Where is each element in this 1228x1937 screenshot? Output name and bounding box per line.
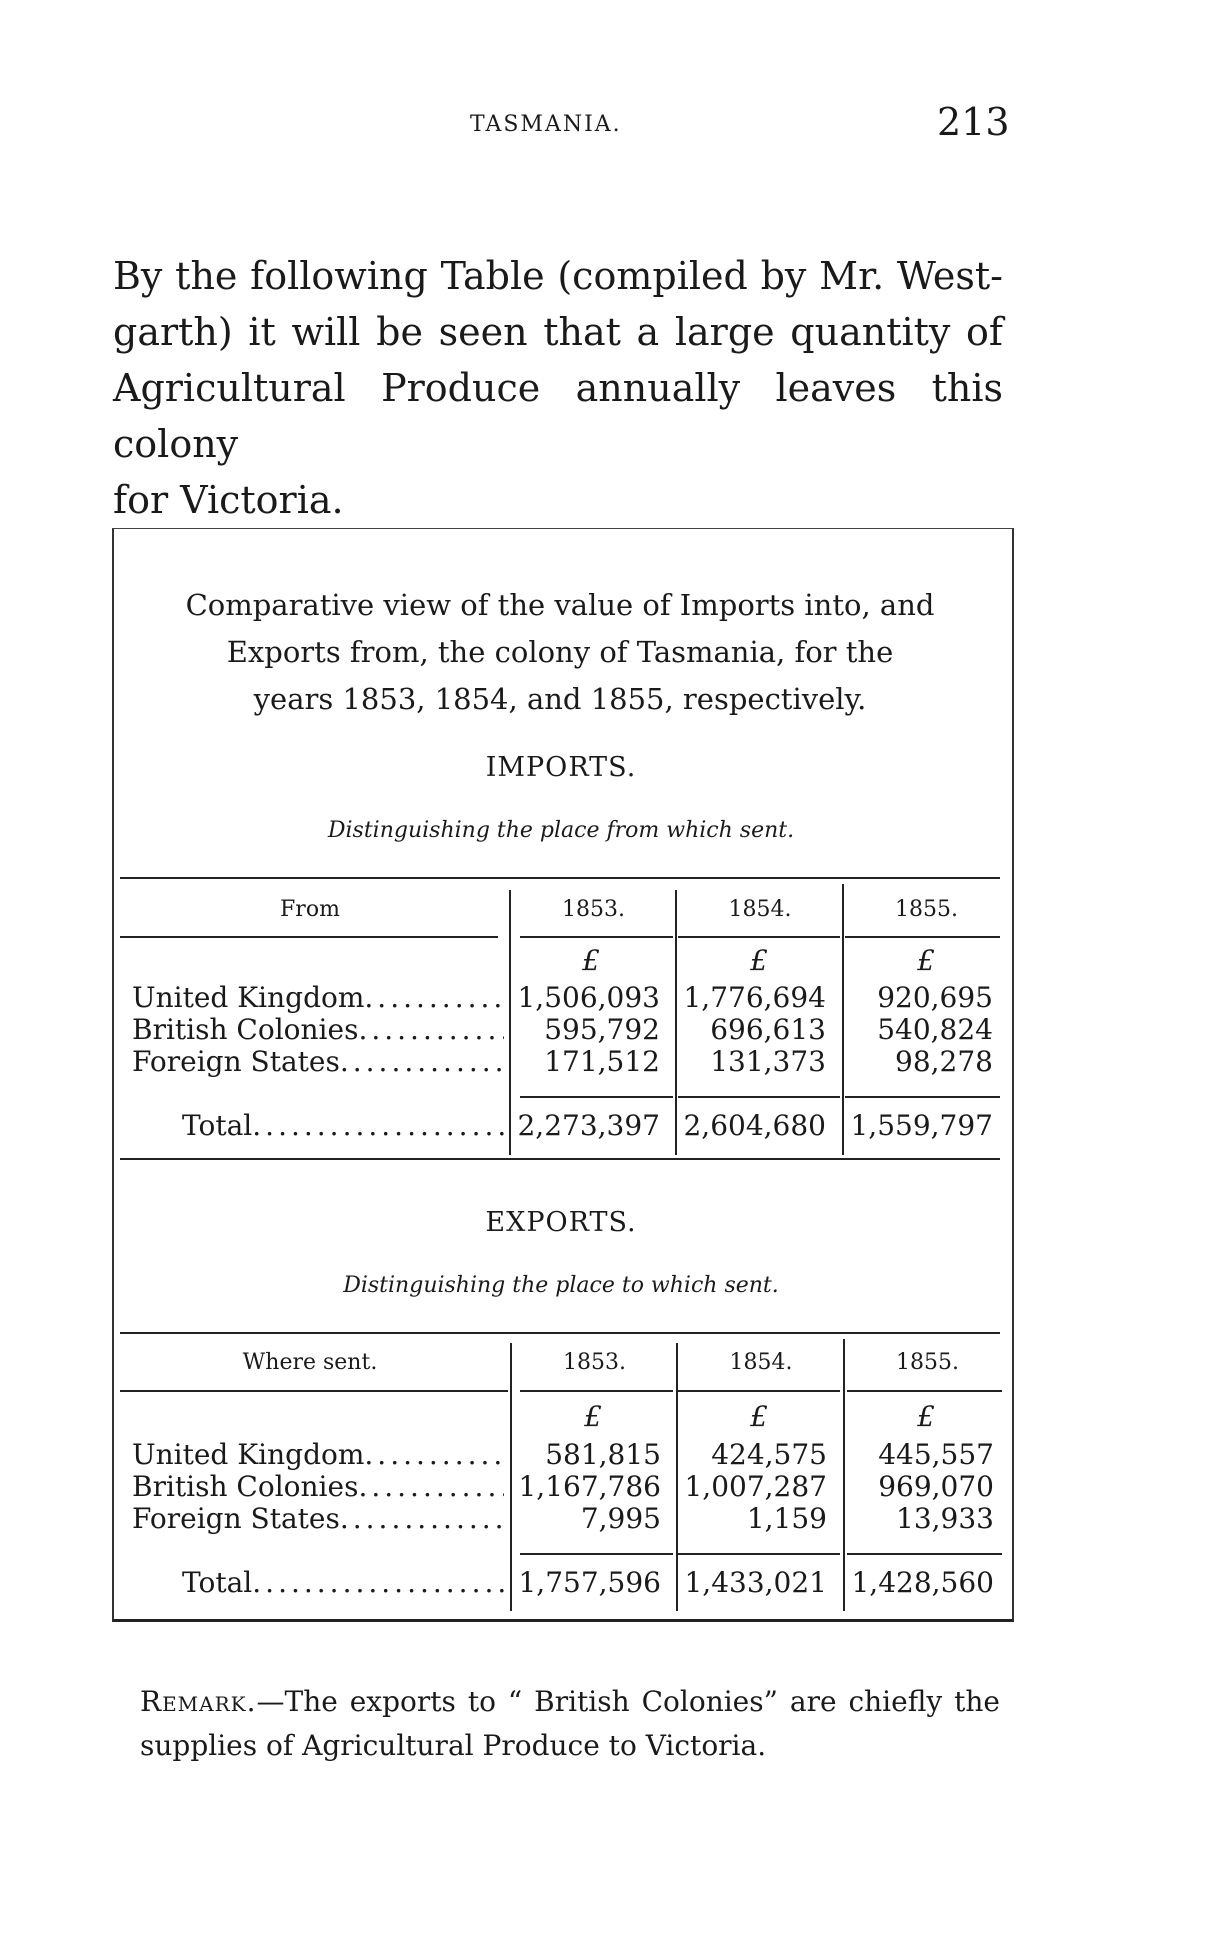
exports-title: EXPORTS. <box>485 1207 637 1238</box>
table-cell: 98,278 <box>895 1045 993 1078</box>
table-cell: 540,824 <box>877 1013 993 1046</box>
leader-dots <box>358 1470 504 1503</box>
leader-dots <box>340 1502 504 1535</box>
table-cell: 1,506,093 <box>517 981 660 1014</box>
imports-sum-rule <box>678 1096 840 1098</box>
imports-col-header-1854: 1854. <box>728 897 792 922</box>
exports-header-rule <box>847 1390 1002 1392</box>
table-cell: 7,995 <box>580 1502 661 1535</box>
leader-dots <box>364 981 504 1014</box>
currency-symbol: £ <box>582 944 600 977</box>
remark-paragraph <box>140 1680 1000 1768</box>
table-cell: 1,776,694 <box>683 981 826 1014</box>
table-row-label <box>132 1013 504 1046</box>
intro-line: garth) it will be seen that a large quantity of <box>113 310 1003 354</box>
total-cell: 1,559,797 <box>850 1109 993 1142</box>
table-row-label <box>132 1470 504 1503</box>
total-cell: 1,428,560 <box>851 1566 994 1599</box>
remark-lead: Remark. <box>140 1685 257 1718</box>
caption-line: years 1853, 1854, and 1855, respectively. <box>253 682 867 716</box>
imports-top-rule <box>120 877 1000 879</box>
currency-symbol: £ <box>917 944 935 977</box>
table-cell: 696,613 <box>710 1013 826 1046</box>
total-row-label <box>182 1566 504 1599</box>
exports-col-header-1855: 1855. <box>896 1350 959 1375</box>
total-row-label <box>182 1109 504 1142</box>
exports-col-divider <box>510 1343 512 1611</box>
total-cell: 1,757,596 <box>518 1566 661 1599</box>
caption-line: Exports from, the colony of Tasmania, for the <box>226 635 894 669</box>
table-cell: 1,167,786 <box>518 1470 661 1503</box>
row-label-text: Total <box>182 1566 253 1599</box>
table-row-label <box>132 1502 504 1535</box>
imports-sum-rule <box>845 1096 1000 1098</box>
exports-header-rule <box>678 1390 840 1392</box>
imports-header-rule <box>845 936 1000 938</box>
exports-sum-rule <box>520 1553 673 1555</box>
row-label-text: Foreign States <box>132 1045 340 1078</box>
imports-col-divider <box>509 890 511 1155</box>
exports-col-header-1854: 1854. <box>729 1350 793 1375</box>
caption-line: Comparative view of the value of Imports into, and <box>185 588 935 622</box>
row-label-text: Total <box>182 1109 253 1142</box>
table-cell: 1,159 <box>746 1502 827 1535</box>
total-cell: 1,433,021 <box>684 1566 827 1599</box>
exports-col-divider <box>676 1343 678 1611</box>
currency-symbol: £ <box>750 1400 768 1433</box>
exports-sum-rule <box>847 1553 1002 1555</box>
imports-bottom-rule <box>120 1158 1000 1160</box>
table-cell: 171,512 <box>544 1045 660 1078</box>
table-caption <box>140 582 980 723</box>
leader-dots <box>252 1566 504 1599</box>
intro-line: By the following Table (compiled by Mr. West- <box>113 254 1003 298</box>
intro-line: Agricultural Produce annually leaves this colony <box>113 366 1003 466</box>
remark-line: supplies of Agricultural Produce to Victoria. <box>140 1729 767 1762</box>
imports-header-rule <box>678 936 840 938</box>
table-cell: 13,933 <box>896 1502 994 1535</box>
imports-col-header-1855: 1855. <box>895 897 958 922</box>
exports-col-header-1853: 1853. <box>563 1350 626 1375</box>
row-label-text: Foreign States <box>132 1502 340 1535</box>
table-row-label <box>132 1045 504 1078</box>
row-label-text: British Colonies <box>132 1013 359 1046</box>
currency-symbol: £ <box>750 944 768 977</box>
row-label-text: British Colonies <box>132 1470 359 1503</box>
page-number: 213 <box>937 100 1010 144</box>
total-cell: 2,273,397 <box>517 1109 660 1142</box>
remark-text: —The exports to “ British Colonies” are chiefly the <box>256 1685 1000 1718</box>
leader-dots <box>364 1438 504 1471</box>
table-row-label <box>132 981 504 1014</box>
imports-col-divider <box>842 884 844 1155</box>
exports-header-rule <box>520 1390 673 1392</box>
table-cell: 1,007,287 <box>684 1470 827 1503</box>
imports-title: IMPORTS. <box>485 752 637 783</box>
table-cell: 424,575 <box>711 1438 827 1471</box>
table-cell: 445,557 <box>878 1438 994 1471</box>
table-cell: 969,070 <box>878 1470 994 1503</box>
table-cell: 581,815 <box>545 1438 661 1471</box>
row-label-text: United Kingdom <box>132 1438 365 1471</box>
imports-col-header-from: From <box>280 897 340 922</box>
exports-header-rule <box>120 1390 508 1392</box>
leader-dots <box>340 1045 504 1078</box>
table-cell: 131,373 <box>710 1045 826 1078</box>
row-label-text: United Kingdom <box>132 981 365 1014</box>
leader-dots <box>358 1013 504 1046</box>
imports-header-rule <box>120 936 498 938</box>
exports-top-rule <box>120 1332 1000 1334</box>
currency-symbol: £ <box>917 1400 935 1433</box>
exports-sum-rule <box>678 1553 840 1555</box>
imports-sum-rule <box>520 1096 673 1098</box>
imports-subtitle: Distinguishing the place from which sent. <box>327 818 795 843</box>
table-cell: 920,695 <box>877 981 993 1014</box>
imports-col-header-1853: 1853. <box>562 897 625 922</box>
imports-header-rule <box>520 936 673 938</box>
exports-col-divider <box>843 1339 845 1611</box>
exports-subtitle: Distinguishing the place to which sent. <box>343 1273 779 1298</box>
currency-symbol: £ <box>584 1400 602 1433</box>
imports-col-divider <box>675 890 677 1155</box>
remark-line <box>140 1680 1000 1724</box>
table-row-label <box>132 1438 504 1471</box>
table-cell: 595,792 <box>544 1013 660 1046</box>
total-cell: 2,604,680 <box>683 1109 826 1142</box>
intro-paragraph <box>113 248 1003 528</box>
leader-dots <box>252 1109 504 1142</box>
running-head: TASMANIA. <box>470 112 622 137</box>
exports-col-header-where: Where sent. <box>242 1350 378 1375</box>
intro-line: for Victoria. <box>113 478 344 522</box>
